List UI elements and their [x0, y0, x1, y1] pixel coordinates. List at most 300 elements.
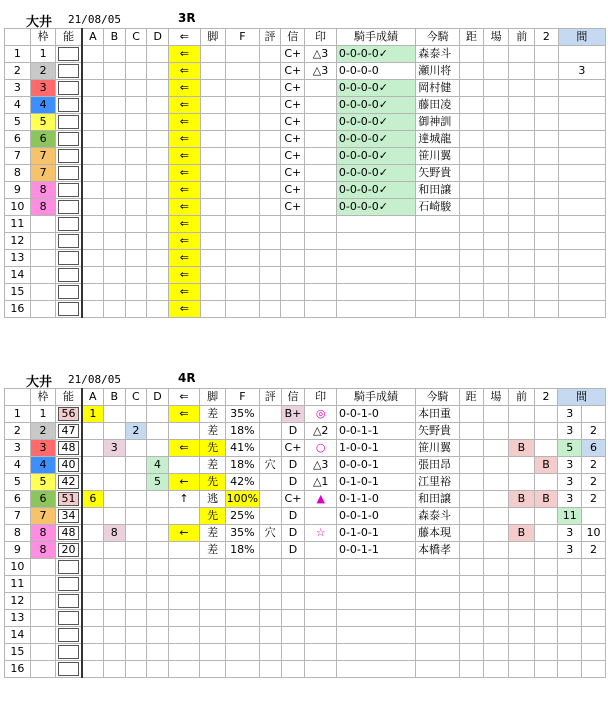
waku-cell: 1 [30, 406, 56, 423]
column-header: 2 [535, 29, 559, 46]
hyo-cell [259, 661, 281, 678]
column-header: 枠 [30, 389, 56, 406]
shin-cell [281, 301, 305, 318]
nou-input[interactable] [58, 285, 79, 299]
jockey-stats-cell: 0-0-0-0✓ [336, 148, 415, 165]
race-header [4, 368, 606, 388]
hyo-cell [259, 301, 281, 318]
col-c-cell [125, 457, 147, 474]
nou-input[interactable] [58, 594, 79, 608]
nou-cell [56, 661, 82, 678]
ni-cell [534, 525, 558, 542]
col-a-cell [82, 644, 104, 661]
col-a-cell [82, 199, 104, 216]
col-a-cell [82, 593, 104, 610]
table-row [5, 559, 606, 576]
kyaku-cell [200, 593, 226, 610]
column-header: 枠 [30, 29, 56, 46]
col-b-cell [104, 267, 126, 284]
nou-input[interactable] [58, 628, 79, 642]
kyaku-cell [200, 131, 226, 148]
arrow-cell [168, 542, 199, 559]
hyo-cell [259, 284, 281, 301]
kan-cell [558, 97, 605, 114]
ni-cell [535, 97, 559, 114]
mark-cell [305, 233, 337, 250]
kan-cell: 3 [558, 406, 582, 423]
kyaku-cell: 差 [200, 406, 226, 423]
kyori-cell [459, 593, 483, 610]
race-number: 3R [178, 11, 196, 25]
col-a-cell [82, 267, 104, 284]
row-number: 6 [5, 131, 31, 148]
ba-cell [483, 559, 509, 576]
kyaku-cell [200, 148, 226, 165]
waku-cell: 8 [30, 182, 56, 199]
kyaku-cell [200, 199, 226, 216]
arrow-cell: ⇐ [169, 216, 200, 233]
col-c-cell [125, 284, 147, 301]
jockey-cell [416, 627, 460, 644]
mae-cell [509, 199, 535, 216]
hyo-cell [259, 165, 281, 182]
jockey-cell [416, 216, 460, 233]
row-number: 6 [5, 491, 31, 508]
jockey-cell: 笹川翼 [416, 148, 460, 165]
nou-input[interactable]: 48 [58, 441, 79, 455]
col-c-cell [125, 216, 147, 233]
nou-cell [56, 131, 82, 148]
shin-cell [281, 284, 305, 301]
col-a-cell [82, 97, 104, 114]
col-d-cell [147, 627, 169, 644]
nou-cell [56, 508, 82, 525]
col-b-cell [104, 46, 126, 63]
table-row [5, 165, 606, 182]
mae-cell [509, 233, 535, 250]
shin-cell [281, 559, 305, 576]
mark-cell [305, 114, 337, 131]
mae-cell [509, 457, 535, 474]
waku-cell [30, 250, 56, 267]
hyo-cell [259, 131, 281, 148]
table-row [5, 131, 606, 148]
nou-cell [56, 114, 82, 131]
ba-cell [483, 250, 509, 267]
hyo-cell [259, 491, 281, 508]
f-cell [226, 216, 259, 233]
column-header: 場 [483, 29, 509, 46]
nou-input[interactable] [58, 64, 79, 78]
ni-cell [535, 63, 559, 80]
col-c-cell [125, 610, 147, 627]
nou-cell [56, 216, 82, 233]
waku-cell: 8 [30, 199, 56, 216]
col-a-cell [82, 148, 104, 165]
ba-cell [483, 114, 509, 131]
waku-cell: 7 [30, 165, 56, 182]
jockey-stats-cell: 0-0-0-0✓ [336, 114, 415, 131]
arrow-cell: ← [168, 525, 199, 542]
waku-cell: 7 [30, 148, 56, 165]
column-header: 2 [534, 389, 558, 406]
mae-cell [509, 559, 535, 576]
nou-input[interactable] [58, 183, 79, 197]
mark-cell [305, 80, 337, 97]
ni-cell [534, 508, 558, 525]
waku-cell: 8 [30, 525, 56, 542]
col-d-cell [147, 165, 169, 182]
nou-input[interactable]: 47 [58, 424, 79, 438]
nou-input[interactable]: 48 [58, 526, 79, 540]
shin-cell [281, 216, 305, 233]
kan-cell [558, 114, 605, 131]
jockey-cell [416, 593, 460, 610]
kan-cell: 3 [558, 474, 582, 491]
kan2-cell: 10 [582, 525, 606, 542]
kyaku-cell [200, 250, 226, 267]
col-d-cell: 5 [147, 474, 169, 491]
jockey-stats-cell: 0-0-0-0✓ [336, 165, 415, 182]
nou-input[interactable] [58, 166, 79, 180]
kyori-cell [459, 440, 483, 457]
nou-input[interactable] [58, 268, 79, 282]
row-number: 5 [5, 474, 31, 491]
ni-cell [535, 284, 559, 301]
nou-cell [56, 559, 82, 576]
nou-input[interactable] [58, 81, 79, 95]
ba-cell [483, 457, 509, 474]
kyori-cell [460, 165, 484, 182]
jockey-cell [416, 301, 460, 318]
jockey-stats-cell [336, 284, 415, 301]
nou-input[interactable] [58, 611, 79, 625]
nou-input[interactable] [58, 645, 79, 659]
waku-cell [30, 661, 56, 678]
arrow-cell: ⇐ [169, 199, 200, 216]
col-b-cell [104, 148, 126, 165]
mark-cell [305, 542, 337, 559]
nou-input[interactable] [58, 47, 79, 61]
race-date: 21/08/05 [68, 13, 121, 26]
ni-cell [535, 267, 559, 284]
kan-cell [558, 131, 605, 148]
nou-cell [56, 491, 82, 508]
waku-cell: 2 [30, 423, 56, 440]
column-header [5, 389, 31, 406]
jockey-stats-cell [336, 233, 415, 250]
arrow-cell: ← [168, 474, 199, 491]
f-cell [225, 661, 259, 678]
jockey-cell: 本田重 [416, 406, 460, 423]
nou-input[interactable]: 34 [58, 509, 79, 523]
ni-cell [534, 542, 558, 559]
table-row [5, 542, 606, 559]
table-row [5, 627, 606, 644]
kyaku-cell [200, 165, 226, 182]
col-a-cell [82, 165, 104, 182]
arrow-cell [168, 576, 199, 593]
jockey-cell [416, 250, 460, 267]
hyo-cell [259, 508, 281, 525]
col-c-cell [125, 406, 147, 423]
col-b-cell [103, 644, 125, 661]
kan-cell: 3 [558, 542, 582, 559]
col-d-cell [147, 576, 169, 593]
arrow-cell: ↑ [168, 491, 199, 508]
col-d-cell [147, 97, 169, 114]
jockey-stats-cell: 0-0-0-0✓ [336, 97, 415, 114]
ba-cell [483, 199, 509, 216]
row-number: 11 [5, 216, 31, 233]
mark-cell: ▲ [305, 491, 337, 508]
col-d-cell [147, 610, 169, 627]
mark-cell [305, 97, 337, 114]
kyaku-cell [200, 216, 226, 233]
col-b-cell [104, 97, 126, 114]
col-a-cell [82, 250, 104, 267]
table-row [5, 440, 606, 457]
ni-cell [534, 576, 558, 593]
jockey-stats-cell: 0-0-0-0✓ [336, 80, 415, 97]
shin-cell [281, 627, 305, 644]
table-row [5, 63, 606, 80]
table-row [5, 593, 606, 610]
ba-cell [483, 576, 509, 593]
col-d-cell [147, 559, 169, 576]
mae-cell [509, 63, 535, 80]
kan-cell [558, 233, 605, 250]
kan-cell [558, 559, 582, 576]
table-row [5, 114, 606, 131]
nou-input[interactable] [58, 662, 79, 676]
kan-cell [558, 250, 605, 267]
waku-cell: 6 [30, 131, 56, 148]
kyaku-cell [200, 233, 226, 250]
col-d-cell [147, 80, 169, 97]
nou-input[interactable] [58, 302, 79, 316]
kyaku-cell [200, 644, 226, 661]
ni-cell [534, 610, 558, 627]
col-d-cell [147, 63, 169, 80]
kyaku-cell: 先 [200, 508, 226, 525]
f-cell: 18% [225, 457, 259, 474]
col-d-cell [147, 114, 169, 131]
nou-input[interactable] [58, 234, 79, 248]
kan-cell [558, 627, 582, 644]
nou-input[interactable]: 42 [58, 475, 79, 489]
hyo-cell [259, 250, 281, 267]
nou-input[interactable] [58, 200, 79, 214]
kan-cell [558, 267, 605, 284]
ba-cell [483, 46, 509, 63]
nou-cell [56, 525, 82, 542]
kyaku-cell [200, 661, 226, 678]
col-c-cell [125, 63, 147, 80]
arrow-cell: ⇐ [169, 114, 200, 131]
ba-cell [483, 63, 509, 80]
col-b-cell [104, 250, 126, 267]
waku-cell: 5 [30, 114, 56, 131]
mark-cell [305, 559, 337, 576]
kyori-cell [460, 233, 484, 250]
col-a-cell [82, 576, 104, 593]
jockey-cell: 森泰斗 [416, 508, 460, 525]
kan-cell [558, 661, 582, 678]
mark-cell [305, 216, 337, 233]
col-b-cell [104, 131, 126, 148]
hyo-cell [259, 267, 281, 284]
kan2-cell: 6 [582, 440, 606, 457]
shin-cell: C+ [281, 182, 305, 199]
col-c-cell [125, 250, 147, 267]
f-cell [225, 627, 259, 644]
nou-input[interactable] [58, 560, 79, 574]
col-b-cell [104, 216, 126, 233]
waku-cell: 6 [30, 491, 56, 508]
race-3r [4, 8, 606, 318]
row-number: 11 [5, 576, 31, 593]
column-header: 能 [56, 389, 82, 406]
row-number: 1 [5, 46, 31, 63]
shin-cell [281, 576, 305, 593]
table-row [5, 46, 606, 63]
ni-cell [535, 182, 559, 199]
ba-cell [483, 148, 509, 165]
kan2-cell [582, 610, 606, 627]
col-b-cell [103, 508, 125, 525]
f-cell [226, 114, 259, 131]
kan-cell: 5 [558, 440, 582, 457]
col-b-cell [103, 474, 125, 491]
table-row [5, 576, 606, 593]
col-c-cell [125, 661, 147, 678]
table-row [5, 457, 606, 474]
kan-cell [558, 301, 605, 318]
kyori-cell [460, 301, 484, 318]
mark-cell [305, 627, 337, 644]
mae-cell: B [509, 440, 535, 457]
f-cell [226, 165, 259, 182]
nou-input[interactable] [58, 149, 79, 163]
kyaku-cell [200, 627, 226, 644]
row-number: 15 [5, 644, 31, 661]
ba-cell [483, 284, 509, 301]
waku-cell [30, 644, 56, 661]
nou-input[interactable] [58, 217, 79, 231]
col-d-cell [147, 46, 169, 63]
table-row [5, 508, 606, 525]
nou-input[interactable]: 20 [58, 543, 79, 557]
waku-cell [30, 267, 56, 284]
table-row [5, 525, 606, 542]
jockey-stats-cell: 0-1-0-1 [336, 525, 415, 542]
mae-cell [509, 97, 535, 114]
kan2-cell [582, 593, 606, 610]
nou-input[interactable] [58, 251, 79, 265]
mae-cell [509, 131, 535, 148]
hyo-cell [259, 46, 281, 63]
kan2-cell: 2 [582, 423, 606, 440]
col-c-cell [125, 165, 147, 182]
ba-cell [483, 216, 509, 233]
row-number: 16 [5, 661, 31, 678]
race-table [4, 388, 606, 678]
jockey-cell [416, 284, 460, 301]
col-c-cell [125, 440, 147, 457]
ni-cell [535, 80, 559, 97]
ba-cell [483, 182, 509, 199]
column-header: 前 [509, 389, 535, 406]
nou-input[interactable]: 40 [58, 458, 79, 472]
nou-input[interactable] [58, 98, 79, 112]
column-header: 評 [259, 29, 281, 46]
kan2-cell [582, 508, 606, 525]
arrow-cell [168, 610, 199, 627]
shin-cell: C+ [281, 199, 305, 216]
column-header: B [103, 389, 125, 406]
kan2-cell [582, 627, 606, 644]
f-cell [225, 644, 259, 661]
mark-cell [305, 301, 337, 318]
col-a-cell [82, 525, 104, 542]
f-cell [225, 593, 259, 610]
shin-cell: C+ [281, 46, 305, 63]
nou-input[interactable] [58, 115, 79, 129]
col-d-cell [147, 148, 169, 165]
ba-cell [483, 406, 509, 423]
nou-cell [56, 233, 82, 250]
nou-input[interactable]: 51 [58, 492, 79, 506]
kyaku-cell: 差 [200, 457, 226, 474]
kyori-cell [459, 610, 483, 627]
col-d-cell [147, 233, 169, 250]
kan2-cell [582, 559, 606, 576]
f-cell [226, 267, 259, 284]
col-a-cell [82, 423, 104, 440]
hyo-cell [259, 423, 281, 440]
waku-cell [30, 610, 56, 627]
nou-input[interactable] [58, 132, 79, 146]
ba-cell [483, 131, 509, 148]
kyori-cell [460, 250, 484, 267]
table-row [5, 199, 606, 216]
mae-cell [509, 114, 535, 131]
col-c-cell [125, 627, 147, 644]
col-c-cell [125, 233, 147, 250]
f-cell: 25% [225, 508, 259, 525]
row-number: 12 [5, 593, 31, 610]
nou-input[interactable] [58, 577, 79, 591]
jockey-stats-cell: 0-0-0-1 [336, 457, 415, 474]
column-header: B [104, 29, 126, 46]
nou-input[interactable]: 56 [58, 407, 79, 421]
col-d-cell [147, 661, 169, 678]
mae-cell [509, 182, 535, 199]
hyo-cell [259, 542, 281, 559]
arrow-cell: ⇐ [169, 284, 200, 301]
hyo-cell [259, 406, 281, 423]
kyori-cell [460, 284, 484, 301]
col-d-cell [147, 216, 169, 233]
row-number: 3 [5, 80, 31, 97]
jockey-cell: 瀬川将 [416, 63, 460, 80]
mark-cell [305, 199, 337, 216]
hyo-cell [259, 148, 281, 165]
mae-cell [509, 165, 535, 182]
ba-cell [483, 423, 509, 440]
f-cell: 18% [225, 423, 259, 440]
